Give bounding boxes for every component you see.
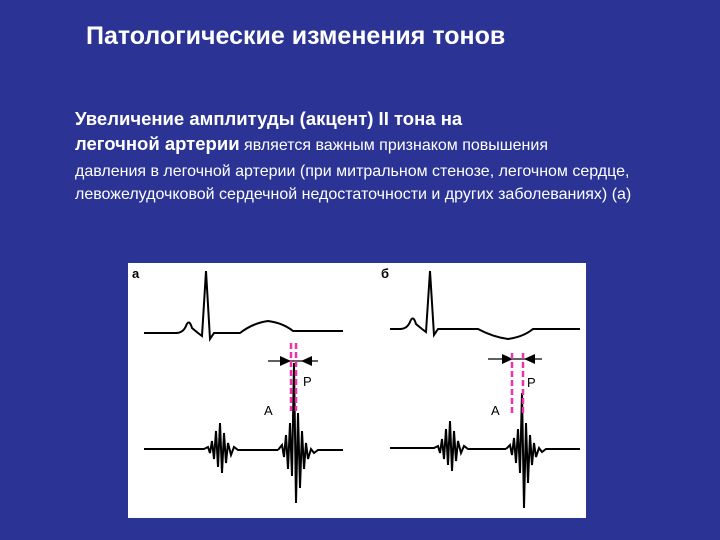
lead-normal-text: является важным признаком повышения bbox=[239, 137, 548, 154]
panel-b-label: б bbox=[381, 266, 390, 281]
slide-body bbox=[75, 106, 705, 206]
panel-b-phono-baseline bbox=[390, 421, 506, 471]
lead-line-1: Увеличение амплитуды (акцент) II тона на bbox=[75, 108, 463, 129]
panel-b-second-sound bbox=[506, 393, 580, 508]
phonocardiogram-figure bbox=[128, 263, 586, 518]
phonocardiogram-svg bbox=[128, 263, 586, 518]
body-paragraph: давления в легочной артерии (при митральном стенозе, легочном сердце, левожелудочковой сердечной недостаточности и других заболеваниях) (а) bbox=[75, 163, 632, 203]
lead-line-2 bbox=[75, 131, 705, 158]
panel-a-label-a: A bbox=[264, 403, 273, 418]
panel-b-ecg-trace bbox=[390, 271, 580, 339]
panel-a-phono-baseline bbox=[144, 423, 278, 473]
panel-a-label: а bbox=[132, 266, 140, 281]
panel-b-label-p: P bbox=[527, 375, 536, 390]
lead-bold-term: легочной артерии bbox=[75, 133, 240, 154]
panel-a-label-p: P bbox=[303, 374, 312, 389]
panel-a-arrow-left bbox=[280, 356, 291, 366]
slide-title: Патологические изменения тонов bbox=[86, 22, 506, 50]
panel-a-ecg-trace bbox=[144, 271, 343, 339]
panel-b-label-a: A bbox=[491, 403, 500, 418]
panel-b-arrow-right bbox=[524, 354, 535, 364]
panel-a-arrow-right bbox=[301, 356, 312, 366]
